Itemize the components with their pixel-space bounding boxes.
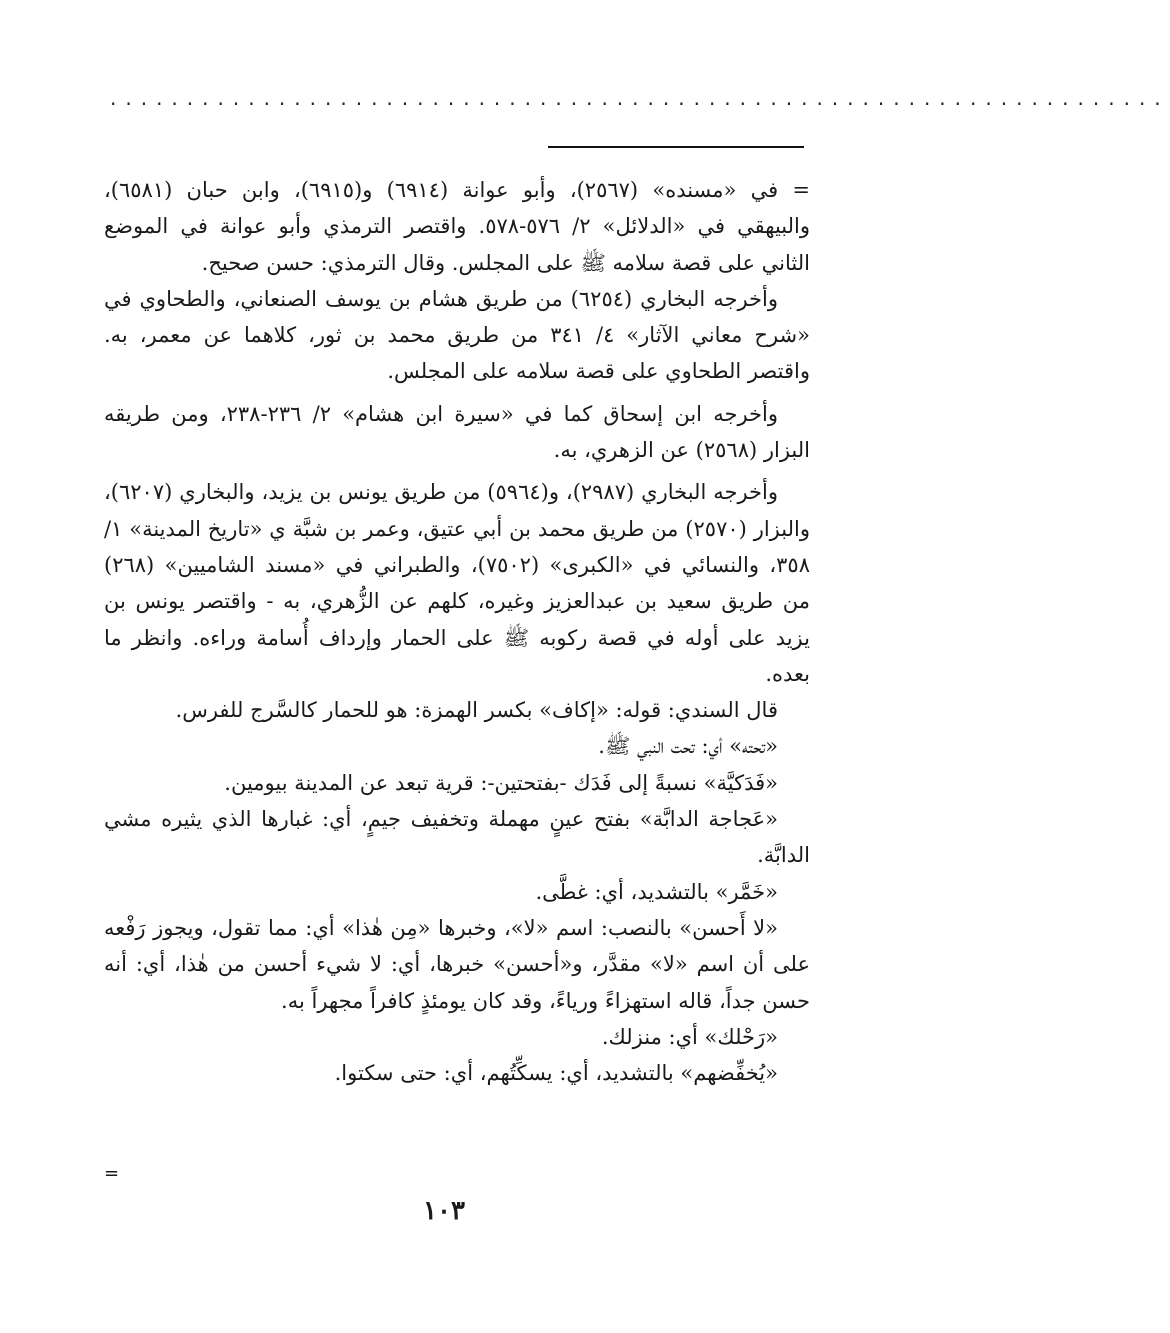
footnote-separator-rule [548,146,804,148]
footnotes-body [104,172,810,1091]
gloss-line: «فَدَكيَّة» نسبةً إلى فَدَك -بفتحتين-: قرية تبعد عن المدينة بيومين. [224,770,778,795]
gloss-line: «لا أَحسن» بالنصب: اسم «لا»، وخبرها «مِن هٰذا» أي: مما تقول، ويجوز رَفْعه على أن اسم «لا» مقدَّر، و«أحسن» خبرها، أي: لا شيء أحسن من هٰذا، أي: أنه حسن جداً، قاله استهزاءً ورياءً، وقد كان يومئذٍ كافراً مجهراً به. [104,915,810,1013]
page-number: ١٠٣ [423,1196,465,1226]
gloss-line: قال السندي: قوله: «إكاف» بكسر الهمزة: هو للحمار كالسَّرج للفرس. [175,698,778,723]
gloss-line: «عَجاجة الدابَّة» بفتح عينٍ مهملة وتخفيف جيمٍ، أي: غبارها الذي يثيره مشي الدابَّة. [104,807,810,868]
gloss-line: «يُخفِّضهم» بالتشديد، أي: يسكِّتُهم، أي: حتى سكتوا. [334,1061,778,1086]
footnote-paragraph: وأخرجه البخاري (٢٩٨٧)، و(٥٩٦٤) من طريق يونس بن يزيد، والبخاري (٦٢٠٧)، والبزار (٢٥٧٠) من طريق محمد بن أبي عتيق، وعمر بن شبَّة ي «تاريخ المدينة» ١/ ٣٥٨، والنسائي في «الكبرى» (٧٥٠٢)، والطبراني في «مسند الشاميين» (٢٦٨) من طريق سعيد بن عبدالعزيز وغيره، كلهم عن الزُّهري، به - واقتصر يونس بن يزيد على أوله في قصة ركوبه ﷺ على الحمار وإرداف أُسامة وراءه. وانظر ما بعده. [104,480,810,686]
footnote-paragraph: وأخرجه البخاري (٦٢٥٤) من طريق هشام بن يوسف الصنعاني، والطحاوي في «شرح معاني الآثار» ٤/ ٣٤١ من طريق محمد بن ثور، كلاهما عن معمر، به. واقتصر الطحاوي على قصة سلامه على المجلس. [104,286,810,384]
footnote-paragraph: وأخرجه ابن إسحاق كما في «سيرة ابن هشام» ٢/ ٢٣٦-٢٣٨، ومن طريقه البزار (٢٥٦٨) عن الزهري، به. [104,401,810,463]
gloss-line: «تحته» أي: تحت النبي ﷺ. [598,734,778,759]
continuation-mark: = [104,1163,120,1184]
gloss-line: «خَمَّر» بالتشديد، أي: غطَّى. [535,879,778,904]
gloss-line: «رَحْلك» أي: منزلك. [601,1024,778,1049]
header-dotted-line: ····································································· [110,92,1170,116]
footnote-paragraph: = في «مسنده» (٢٥٦٧)، وأبو عوانة (٦٩١٤) و(٦٩١٥)، وابن حبان (٦٥٨١)، والبيهقي في «الدلائل» ٢/ ٥٧٦-٥٧٨. واقتصر الترمذي وأبو عوانة في الموضع الثاني على قصة سلامه ﷺ على المجلس. وقال الترمذي: حسن صحيح. [104,178,810,275]
